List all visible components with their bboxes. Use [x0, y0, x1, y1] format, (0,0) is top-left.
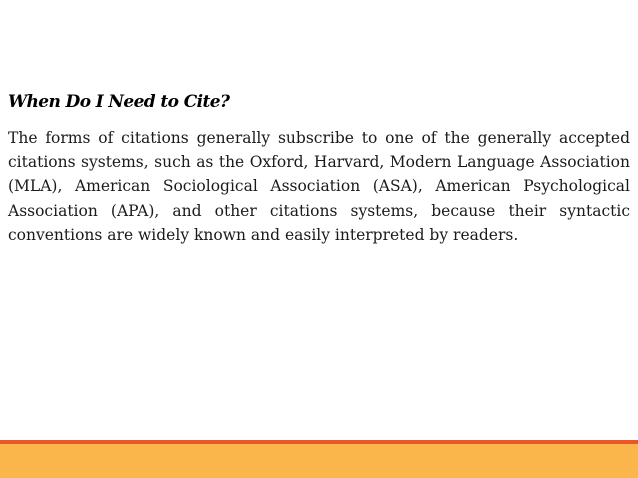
slide-body-text: The forms of citations generally subscribe to one of the generally accepted citations systems, such as the Oxford, Harvard, Modern Language Association (MLA), American Sociological Association (ASA), American Psychological Association (APA), and other citations systems, because their syntactic conventions are widely known and easily interpreted by readers.	[8, 129, 630, 244]
footer-band	[0, 444, 638, 478]
slide-heading: When Do I Need to Cite?	[8, 92, 230, 112]
